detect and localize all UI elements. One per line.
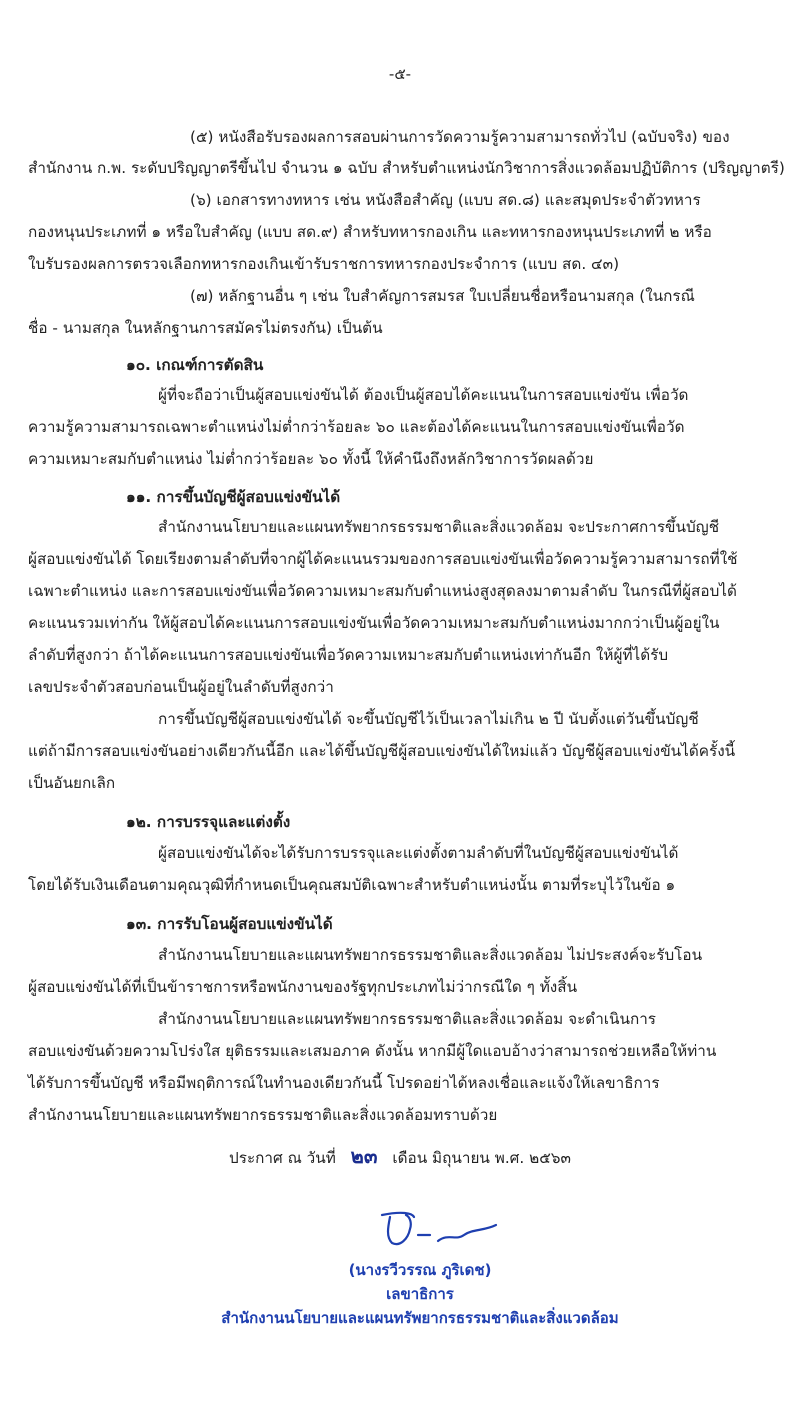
announcement-day: ๒๓ bbox=[350, 1144, 378, 1168]
section-13-p2-line-1: สำนักงานนโยบายและแผนทรัพยากรธรรมชาติและสิ่งแวดล้อม จะดำเนินการ bbox=[158, 1010, 657, 1028]
section-13-p2-line-3: ได้รับการขึ้นบัญชี หรือมีพฤติการณ์ในทำนองเดียวกันนี้ โปรดอย่าได้หลงเชื่อและแจ้งให้เลขาธิการ bbox=[28, 1074, 660, 1092]
section-13-p1-line-1: สำนักงานนโยบายและแผนทรัพยากรธรรมชาติและสิ่งแวดล้อม ไม่ประสงค์จะรับโอน bbox=[158, 946, 703, 964]
section-10-heading: ๑๐. เกณฑ์การตัดสิน bbox=[126, 356, 264, 374]
item-7-line-1: (๗) หลักฐานอื่น ๆ เช่น ใบสำคัญการสมรส ใบเปลี่ยนชื่อหรือนามสกุล (ในกรณี bbox=[190, 287, 695, 305]
section-13-p2-line-2: สอบแข่งขันด้วยความโปร่งใส ยุติธรรมและเสมอภาค ดังนั้น หากมีผู้ใดแอบอ้างว่าสามารถช่วยเหลือให้ท่าน bbox=[28, 1042, 717, 1060]
announcement-date bbox=[0, 1140, 800, 1172]
item-6-line-2: กองหนุนประเภทที่ ๑ หรือใบสำคัญ (แบบ สด.๙) สำหรับทหารกองเกิน และทหารกองหนุนประเภทที่ ๒ หรือ bbox=[28, 223, 712, 241]
section-10-line-2: ความรู้ความสามารถเฉพาะตำแหน่งไม่ต่ำกว่าร้อยละ ๖๐ และต้องได้คะแนนในการสอบแข่งขันเพื่อวัด bbox=[28, 418, 685, 436]
item-5-line-2: สำนักงาน ก.พ. ระดับปริญญาตรีขึ้นไป จำนวน ๑ ฉบับ สำหรับตำแหน่งนักวิชาการสิ่งแวดล้อมปฏิบัติการ (ปริญญาตรี) bbox=[28, 159, 785, 177]
section-10-line-1: ผู้ที่จะถือว่าเป็นผู้สอบแข่งขันได้ ต้องเป็นผู้สอบได้คะแนนในการสอบแข่งขัน เพื่อวัด bbox=[158, 386, 689, 404]
section-13-heading: ๑๓. การรับโอนผู้สอบแข่งขันได้ bbox=[126, 915, 333, 933]
item-5-line-1: (๕) หนังสือรับรองผลการสอบผ่านการวัดความรู้ความสามารถทั่วไป (ฉบับจริง) ของ bbox=[190, 128, 730, 146]
handwritten-signature bbox=[372, 1205, 522, 1255]
section-11-p1-line-4: คะแนนรวมเท่ากัน ให้ผู้สอบได้คะแนนการสอบแข่งขันเพื่อวัดความเหมาะสมกับตำแหน่งมากกว่าเป็นผู้อยู่ใน bbox=[28, 614, 720, 632]
section-10-line-3: ความเหมาะสมกับตำแหน่ง ไม่ต่ำกว่าร้อยละ ๖๐ ทั้งนี้ ให้คำนึงถึงหลักวิชาการวัดผลด้วย bbox=[28, 450, 594, 468]
signer-title: เลขาธิการ bbox=[386, 1285, 454, 1303]
signature-block bbox=[140, 1258, 700, 1330]
section-11-p2-line-2: แต่ถ้ามีการสอบแข่งขันอย่างเดียวกันนี้อีก และได้ขึ้นบัญชีผู้สอบแข่งขันได้ใหม่แล้ว บัญชีผู้สอบแข่งขันได้ครั้งนี้ bbox=[28, 742, 736, 760]
section-11-p1-line-3: เฉพาะตำแหน่ง และการสอบแข่งขันเพื่อวัดความเหมาะสมกับตำแหน่งสูงสุดลงมาตามลำดับ ในกรณีที่ผู้สอบได้ bbox=[28, 582, 737, 600]
section-11-p1-line-1: สำนักงานนโยบายและแผนทรัพยากรธรรมชาติและสิ่งแวดล้อม จะประกาศการขึ้นบัญชี bbox=[158, 518, 720, 536]
section-11-p2-line-3: เป็นอันยกเลิก bbox=[28, 774, 116, 792]
signer-organization: สำนักงานนโยบายและแผนทรัพยากรธรรมชาติและสิ่งแวดล้อม bbox=[221, 1309, 619, 1327]
section-13-p1-line-2: ผู้สอบแข่งขันได้ที่เป็นข้าราชการหรือพนักงานของรัฐทุกประเภทไม่ว่ากรณีใด ๆ ทั้งสิ้น bbox=[28, 978, 578, 996]
item-6-line-3: ใบรับรองผลการตรวจเลือกทหารกองเกินเข้ารับราชการทหารกองประจำการ (แบบ สด. ๔๓) bbox=[28, 255, 620, 273]
section-12-line-1: ผู้สอบแข่งขันได้จะได้รับการบรรจุและแต่งตั้งตามลำดับที่ในบัญชีผู้สอบแข่งขันได้ bbox=[158, 844, 679, 862]
section-12-line-2: โดยได้รับเงินเดือนตามคุณวุฒิที่กำหนดเป็นคุณสมบัติเฉพาะสำหรับตำแหน่งนั้น ตามที่ระบุไว้ในข้อ ๑ bbox=[28, 876, 676, 894]
section-11-p1-line-6: เลขประจำตัวสอบก่อนเป็นผู้อยู่ในลำดับที่สูงกว่า bbox=[28, 678, 334, 696]
section-13-p2-line-4: สำนักงานนโยบายและแผนทรัพยากรธรรมชาติและสิ่งแวดล้อมทราบด้วย bbox=[28, 1106, 498, 1124]
announcement-suffix: เดือน มิถุนายน พ.ศ. ๒๕๖๓ bbox=[392, 1149, 571, 1167]
section-11-heading: ๑๑. การขึ้นบัญชีผู้สอบแข่งขันได้ bbox=[126, 488, 341, 506]
section-12-heading: ๑๒. การบรรจุและแต่งตั้ง bbox=[126, 813, 291, 831]
section-11-p2-line-1: การขึ้นบัญชีผู้สอบแข่งขันได้ จะขึ้นบัญชีไว้เป็นเวลาไม่เกิน ๒ ปี นับตั้งแต่วันขึ้นบัญชี bbox=[158, 710, 699, 728]
page-number: -๕- bbox=[388, 65, 412, 83]
announcement-prefix: ประกาศ ณ วันที่ bbox=[229, 1149, 336, 1167]
section-11-p1-line-2: ผู้สอบแข่งขันได้ โดยเรียงตามลำดับที่จากผู้ได้คะแนนรวมของการสอบแข่งขันเพื่อวัดความรู้ความสามารถที่ใช้ bbox=[28, 550, 738, 568]
section-11-p1-line-5: ลำดับที่สูงกว่า ถ้าได้คะแนนการสอบแข่งขันเพื่อวัดความเหมาะสมกับตำแหน่งเท่ากันอีก ให้ผู้ที่ได้รับ bbox=[28, 646, 669, 664]
item-6-line-1: (๖) เอกสารทางทหาร เช่น หนังสือสำคัญ (แบบ สด.๘) และสมุดประจำตัวทหาร bbox=[190, 191, 701, 209]
item-7-line-2: ชื่อ - นามสกุล ในหลักฐานการสมัครไม่ตรงกัน) เป็นต้น bbox=[28, 319, 383, 337]
signer-name: (นางรวีวรรณ ภูริเดช) bbox=[348, 1261, 492, 1279]
